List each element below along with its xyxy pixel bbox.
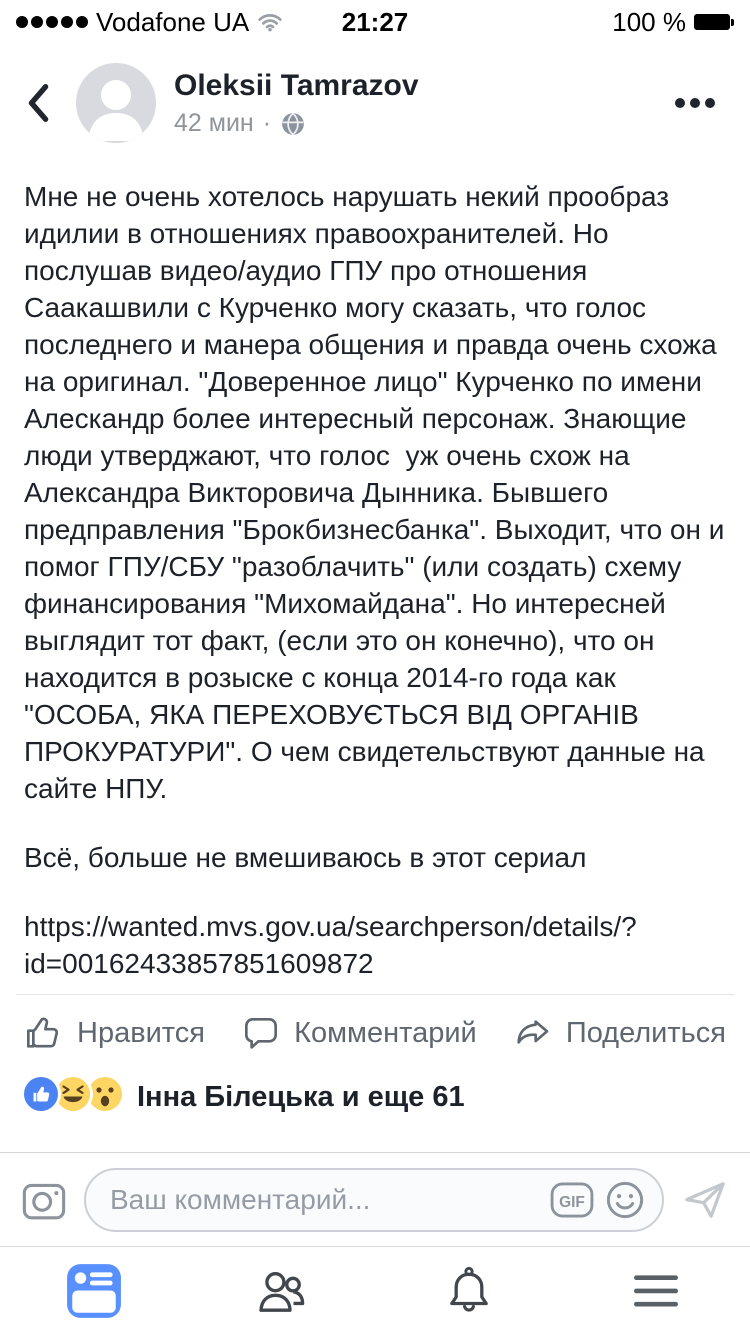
thumb-up-icon: [24, 1013, 64, 1053]
tab-menu[interactable]: [596, 1247, 716, 1334]
post-meta: [174, 109, 660, 138]
avatar[interactable]: [76, 63, 156, 143]
meta-separator: ·: [262, 109, 272, 137]
clock-label: 21:27: [341, 6, 409, 37]
comment-composer: [0, 1152, 750, 1246]
haha-reaction-icon: [56, 1077, 90, 1111]
tab-notifications[interactable]: [409, 1247, 529, 1334]
tab-newsfeed[interactable]: [34, 1247, 154, 1334]
post-link[interactable]: https://wanted.mvs.gov.ua/searchperson/details/?id=00162433857851609872: [24, 911, 637, 979]
speech-bubble-icon: [241, 1013, 281, 1053]
tab-friends[interactable]: [221, 1247, 341, 1334]
more-options-button[interactable]: [660, 98, 730, 108]
reactions-row[interactable]: [0, 1071, 750, 1117]
post-body: [0, 162, 750, 982]
bottom-tab-bar: [0, 1246, 750, 1334]
like-reaction-icon: [24, 1077, 58, 1111]
post-paragraph-1: Мне не очень хотелось нарушать некий прообраз идилии в отношениях правоохранителей. Но послушав видео/аудио ГПУ про отношения Саакашвили с Курченко могу сказать, что голос последнего и манера общения и правда очень схожа на оригинал. "Доверенное лицо" Курченко по имени Алескандр более интересный персонаж. Знающие люди утверджают, что голос уж очень схож на Александра Викторовича Дынника. Бывшего предправления "Брокбизнесбанка". Выходит, что он и помог ГПУ/СБУ "разоблачить" (или создать) схему финансирования "Михомайдана". Но интересней выглядит тот факт, (если это он конечно), что он находится в розыске с конца 2014-го года как "ОСОБА, ЯКА ПЕРЕХОВУЄТЬСЯ ВІД ОРГАНІВ ПРОКУРАТУРИ". О чем свидетельствуют данные на сайте НПУ.: [24, 181, 733, 804]
chevron-left-icon: [25, 83, 51, 123]
share-arrow-icon: [513, 1013, 553, 1053]
wifi-icon: [257, 12, 283, 32]
like-label: Нравится: [77, 1016, 205, 1049]
action-bar: [0, 995, 750, 1071]
back-button[interactable]: [0, 83, 76, 123]
bell-icon: [444, 1265, 494, 1317]
reactions-summary[interactable]: Інна Білецька и еще 61: [137, 1081, 465, 1113]
carrier-label: Vodafone UA: [96, 6, 250, 37]
comment-input-pill[interactable]: [84, 1168, 664, 1232]
camera-icon[interactable]: [22, 1180, 66, 1220]
share-button[interactable]: [513, 1013, 726, 1053]
battery-percent-label: 100 %: [612, 6, 686, 37]
share-label: Поделиться: [565, 1016, 726, 1049]
post-header: [0, 44, 750, 162]
signal-strength-icon: [16, 16, 88, 28]
hamburger-menu-icon: [632, 1272, 680, 1310]
friends-icon: [255, 1267, 307, 1315]
gif-icon[interactable]: [550, 1182, 594, 1218]
post-time-label: 42 мин: [174, 109, 254, 137]
comment-button[interactable]: [241, 1013, 477, 1053]
svg-text:GIF: GIF: [559, 1193, 585, 1211]
send-icon[interactable]: [682, 1179, 728, 1221]
wow-reaction-icon: [88, 1077, 122, 1111]
post-paragraph-2: Всё, больше не вмешиваюсь в этот сериал: [24, 842, 587, 873]
poster-name[interactable]: Oleksii Tamrazov: [174, 69, 419, 102]
battery-icon: [694, 14, 734, 30]
status-bar: [0, 0, 750, 44]
smiley-icon[interactable]: [604, 1179, 646, 1221]
comment-label: Комментарий: [294, 1016, 477, 1049]
comment-input[interactable]: [110, 1184, 550, 1216]
like-button[interactable]: [24, 1013, 205, 1053]
newsfeed-icon: [65, 1262, 123, 1320]
globe-privacy-icon: [280, 111, 306, 137]
